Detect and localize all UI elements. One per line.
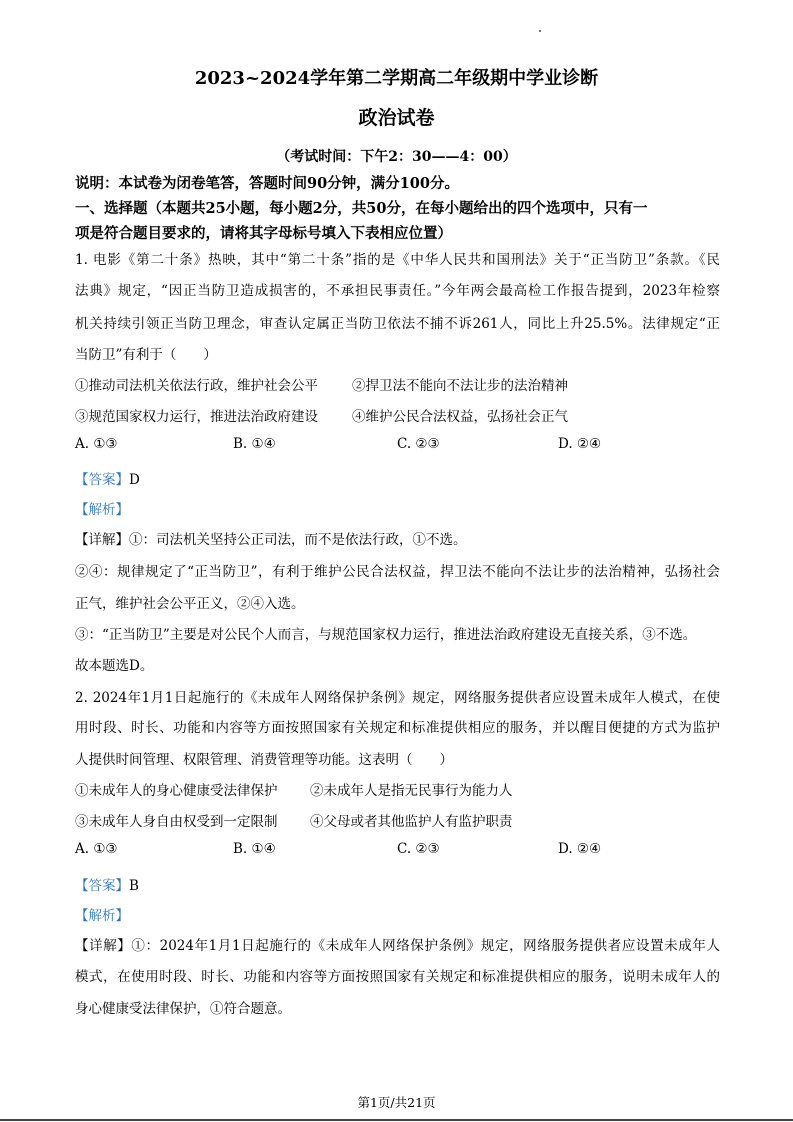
- exam-title: 2023~2024学年第二学期高二年级期中学业诊断: [194, 68, 599, 89]
- q1-statement-2: ②捍卫法不能向不法让步的法治精神: [352, 378, 568, 394]
- q2-stem-line-1: 2. 2024年1月1日起施行的《未成年人网络保护条例》规定，网络服务提供者应设置未成年人模式，在使: [75, 690, 720, 706]
- q2-statement-1: ①未成年人的身心健康受法律保护: [75, 783, 278, 799]
- q1-detail-line-3: 正气，维护社会公平正义，②④入选。: [75, 596, 305, 612]
- q2-option-d: D. ②④: [558, 841, 602, 857]
- exam-note: 说明：本试卷为闭卷笔答，答题时间90分钟，满分100分。: [75, 175, 459, 192]
- q1-detail-line-5: 故本题选D。: [75, 658, 154, 674]
- q2-statement-2: ②未成年人是指无民事行为能力人: [310, 783, 513, 799]
- q2-stem-line-2: 用时段、时长、功能和内容等方面按照国家有关规定和标准提供相应的服务，并以醒目便捷的方式为监护: [75, 720, 720, 736]
- q1-stem-line-4: 当防卫”有利于（ ）: [75, 347, 217, 363]
- q1-stem-line-3: 机关持续引领正当防卫理念，审查认定属正当防卫依法不捕不诉261人，同比上升25.5%。法律规定“正: [75, 316, 720, 332]
- q1-answer: [75, 468, 140, 488]
- q1-statement-1: ①推动司法机关依法行政，维护社会公平: [75, 378, 318, 394]
- q1-stem-line-1: 1. 电影《第二十条》热映，其中“第二十条”指的是《中华人民共和国刑法》关于“正当防卫”条款。《民: [75, 252, 720, 268]
- page-number: 第1页/共21页: [357, 1095, 436, 1110]
- answer-value: B: [129, 878, 139, 894]
- q1-option-c: C. ②③: [397, 436, 440, 452]
- scan-dot: [539, 30, 541, 32]
- q1-analysis-label: 【解析】: [75, 502, 129, 518]
- subject-title: 政治试卷: [358, 107, 435, 129]
- q2-detail-line-1: 【详解】①：2024年1月1日起施行的《未成年人网络保护条例》规定，网络服务提供者应设置未成年人: [75, 938, 720, 954]
- q2-option-a: A. ①③: [75, 841, 118, 857]
- bottom-border: [0, 1119, 793, 1121]
- exam-time: （考试时间：下午2：30——4：00）: [276, 149, 517, 165]
- q2-statement-4: ④父母或者其他监护人有监护职责: [310, 814, 513, 830]
- q1-option-d: D. ②④: [558, 436, 602, 452]
- q2-analysis-label: 【解析】: [75, 908, 129, 924]
- answer-value: D: [129, 472, 140, 488]
- q2-option-b: B. ①④: [233, 841, 276, 857]
- section-heading-line-1: 一、选择题（本题共25小题，每小题2分，共50分，在每小题给出的四个选项中，只有一: [75, 200, 648, 217]
- q2-stem-line-3: 人提供时间管理、权限管理、消费管理等功能。这表明（ ）: [75, 752, 453, 768]
- q2-detail-line-3: 身心健康受法律保护，①符合题意。: [75, 1001, 291, 1017]
- q2-answer: [75, 874, 139, 894]
- q1-option-a: A. ①③: [75, 436, 118, 452]
- q1-statement-4: ④维护公民合法权益，弘扬社会正气: [352, 409, 568, 425]
- q1-detail-line-2: ②④：规律规定了“正当防卫”，有利于维护公民合法权益，捍卫法不能向不法让步的法治精神，弘扬社会: [75, 564, 720, 580]
- q1-detail-line-1: 【详解】①：司法机关坚持公正司法，而不是依法行政，①不选。: [75, 532, 467, 548]
- answer-label: 【答案】: [75, 878, 129, 894]
- q2-detail-line-2: 模式，在使用时段、时长、功能和内容等方面按照国家有关规定和标准提供相应的服务，说明未成年人的: [75, 969, 720, 985]
- q1-detail-line-4: ③：“正当防卫”主要是对公民个人而言，与规范国家权力运行，推进法治政府建设无直接关系，③不选。: [75, 627, 697, 643]
- q1-option-b: B. ①④: [233, 436, 276, 452]
- q2-statement-3: ③未成年人身自由权受到一定限制: [75, 814, 278, 830]
- q1-stem-line-2: 法典》规定，“因正当防卫造成损害的，不承担民事责任。”今年两会最高检工作报告提到，2023年检察: [75, 283, 720, 299]
- q2-option-c: C. ②③: [397, 841, 440, 857]
- answer-label: 【答案】: [75, 472, 129, 488]
- section-heading-line-2: 项是符合题目要求的，请将其字母标号填入下表相应位置）: [75, 225, 452, 242]
- q1-statement-3: ③规范国家权力运行，推进法治政府建设: [75, 409, 318, 425]
